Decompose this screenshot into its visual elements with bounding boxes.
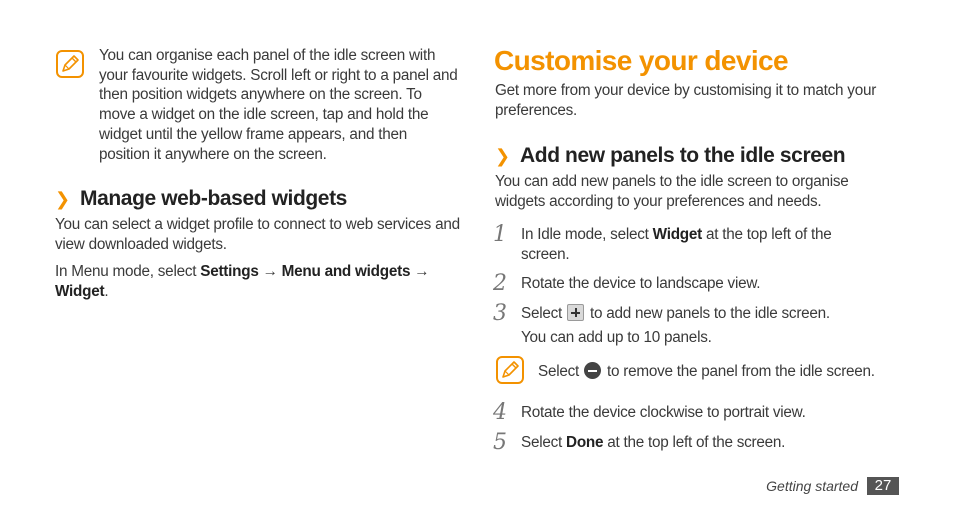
step-3-subnote: You can add up to 10 panels. — [521, 329, 712, 346]
section-heading-manage-widgets: ❯ Manage web-based widgets — [55, 187, 347, 210]
step-number: 3 — [493, 301, 507, 326]
page-title: Customise your device — [494, 45, 788, 76]
add-panels-desc: You can add new panels to the idle screen to organise widgets according to your preferences and needs. — [495, 173, 849, 210]
menu-settings-label: Settings — [200, 263, 259, 280]
note-widgets-text: You can organise each panel of the idle screen with your favourite widgets. Scroll left or right to a panel and then position widgets anywhere on the screen. To move a widget on the idle screen, tap and hold the widget until the yellow frame appears, and then position it anywhere on the screen. — [99, 47, 458, 163]
remove-panel-note: Select to remove the panel from the idle screen. — [538, 363, 875, 380]
footer-section-label: Getting started — [766, 478, 858, 494]
step-number: 2 — [493, 271, 507, 296]
menu-widget-label: Widget — [55, 282, 105, 300]
step-4-text: Rotate the device clockwise to portrait view. — [521, 404, 806, 421]
chevron-right-icon: ❯ — [55, 189, 70, 209]
page-number: 27 — [867, 477, 899, 495]
manage-widgets-menu-path: In Menu mode, select Settings → Menu and widgets → Widget. — [55, 263, 430, 300]
step-number: 1 — [493, 222, 507, 247]
manage-widgets-desc: You can select a widget profile to connect to web services and view downloaded widgets. — [55, 216, 460, 253]
chevron-right-icon: ❯ — [495, 146, 510, 166]
customise-intro: Get more from your device by customising it to match your preferences. — [495, 82, 877, 119]
menu-and-widgets-label: Menu and widgets — [281, 263, 411, 280]
minus-circle-icon — [584, 362, 601, 379]
step-2-text: Rotate the device to landscape view. — [521, 275, 761, 292]
step-1-text: In Idle mode, select Widget at the top left of the screen. — [521, 226, 832, 263]
note-pen-icon — [496, 356, 524, 384]
step-number: 4 — [493, 400, 507, 425]
plus-icon — [567, 304, 584, 321]
note-pen-icon — [56, 50, 84, 78]
section-heading-add-panels: ❯ Add new panels to the idle screen — [495, 144, 846, 167]
step-3-text: Select to add new panels to the idle screen. — [521, 305, 830, 322]
step-5-text: Select Done at the top left of the screen. — [521, 434, 786, 451]
step-number: 5 — [493, 430, 507, 455]
